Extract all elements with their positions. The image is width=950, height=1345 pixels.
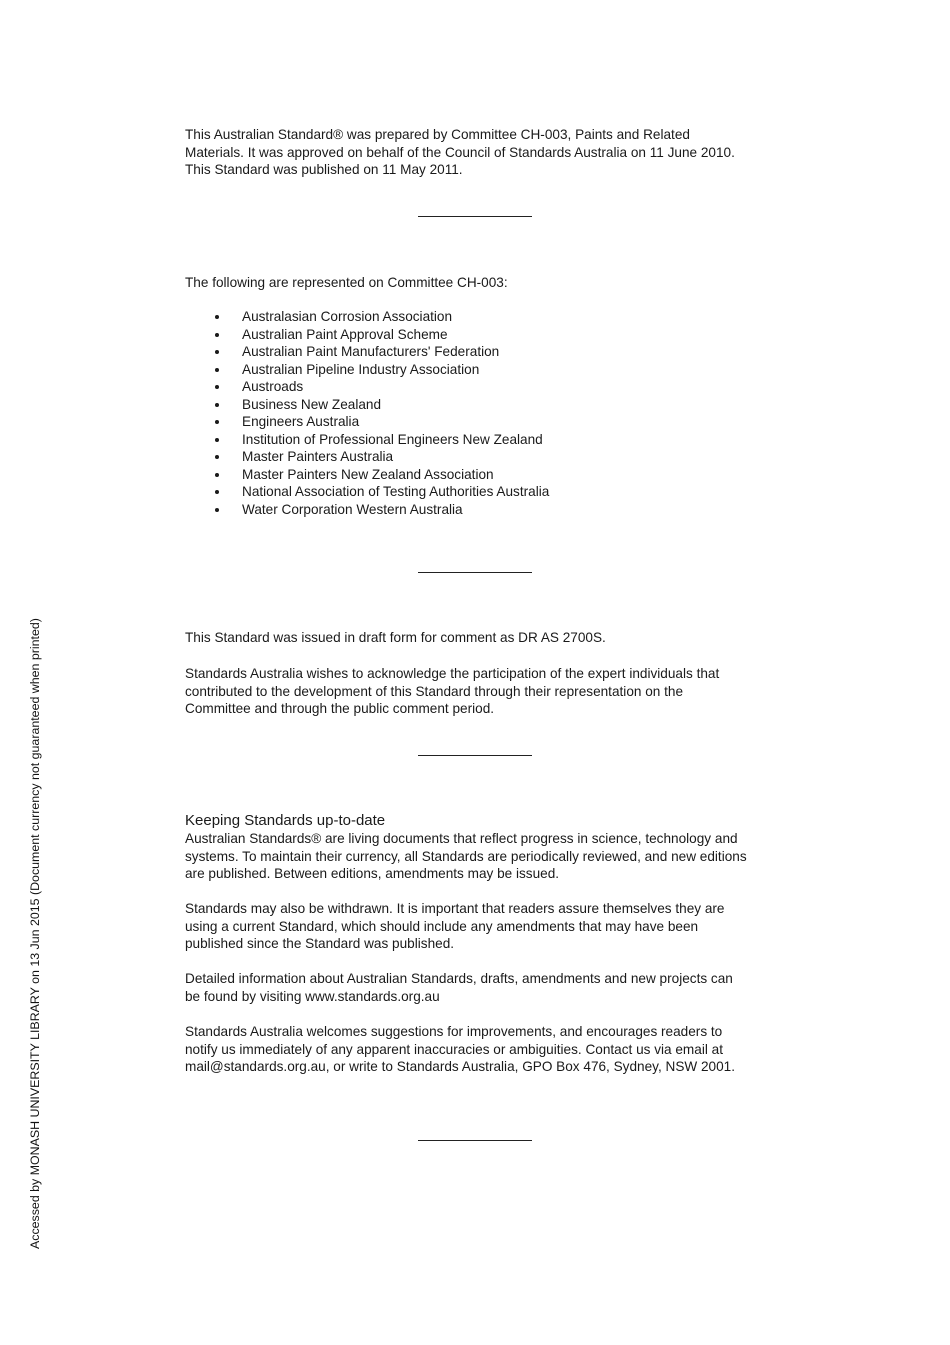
bullet-icon (215, 473, 219, 477)
keeping-up-to-date-heading: Keeping Standards up-to-date (185, 812, 386, 829)
bullet-icon (215, 368, 219, 372)
committee-member: Australian Paint Manufacturers' Federation (242, 344, 500, 360)
preparation-statement: This Australian Standard® was prepared by Committee CH-003, Paints and Related Materials. It was approved on behalf of the Council of Standards Australia on 11 June 2010. This Standard was published on 11 May 2011. (185, 127, 735, 178)
committee-member-list (213, 308, 549, 519)
list-item (213, 431, 549, 449)
committee-member: Austroads (242, 379, 304, 395)
access-watermark: Accessed by MONASH UNIVERSITY LIBRARY on 13 Jun 2015 (Document currency not guaranteed when printed) (28, 618, 42, 1249)
list-item (213, 396, 549, 414)
bullet-icon (215, 403, 219, 407)
bullet-icon (215, 508, 219, 512)
committee-member: Institution of Professional Engineers New Zealand (242, 431, 543, 447)
section-divider (418, 1140, 532, 1141)
bullet-icon (215, 420, 219, 424)
list-item (213, 483, 549, 501)
bullet-icon (215, 333, 219, 337)
list-item (213, 361, 549, 379)
bullet-icon (215, 350, 219, 354)
committee-member: Australian Paint Approval Scheme (242, 326, 448, 342)
list-item (213, 413, 549, 431)
committee-member: Water Corporation Western Australia (242, 502, 463, 518)
committee-member: Master Painters Australia (242, 449, 394, 465)
list-item (213, 343, 549, 361)
section-divider (418, 572, 532, 573)
committee-member: Australian Pipeline Industry Association (242, 361, 480, 377)
bullet-icon (215, 490, 219, 494)
section-divider (418, 755, 532, 756)
section-divider (418, 216, 532, 217)
list-item (213, 308, 549, 326)
draft-statement: This Standard was issued in draft form for comment as DR AS 2700S. (185, 630, 606, 645)
list-item (213, 448, 549, 466)
committee-member: Australasian Corrosion Association (242, 309, 453, 324)
committee-member: National Association of Testing Authorities Australia (242, 484, 550, 500)
bullet-icon (215, 385, 219, 389)
information-paragraph: Detailed information about Australian Standards, drafts, amendments and new projects can be found by visiting www.standards.org.au (185, 971, 733, 1004)
bullet-icon (215, 438, 219, 442)
bullet-icon (215, 455, 219, 459)
list-item (213, 326, 549, 344)
list-item (213, 501, 549, 519)
list-item (213, 378, 549, 396)
committee-member: Business New Zealand (242, 396, 382, 412)
committee-intro: The following are represented on Committee CH-003: (185, 275, 508, 290)
withdrawal-paragraph: Standards may also be withdrawn. It is important that readers assure themselves they are using a current Standard, which should include any amendments that may have been published since the Standard was published. (185, 901, 725, 952)
list-item (213, 466, 549, 484)
suggestions-paragraph: Standards Australia welcomes suggestions for improvements, and encourages readers to notify us immediately of any apparent inaccuracies or ambiguities. Contact us via email at mail@standards.org.au, or write to Standards Australia, GPO Box 476, Sydney, NSW 2001. (185, 1024, 736, 1075)
acknowledgement-paragraph: Standards Australia wishes to acknowledge the participation of the expert individuals that contributed to the development of this Standard through their representation on the Committee and through the public comment period. (185, 666, 720, 717)
committee-member: Master Painters New Zealand Association (242, 466, 494, 482)
currency-paragraph: Australian Standards® are living documents that reflect progress in science, technology and systems. To maintain their currency, all Standards are periodically reviewed, and new editions are published. Between editions, amendments may be issued. (185, 831, 747, 882)
committee-member: Engineers Australia (242, 414, 360, 430)
bullet-icon (215, 315, 219, 319)
